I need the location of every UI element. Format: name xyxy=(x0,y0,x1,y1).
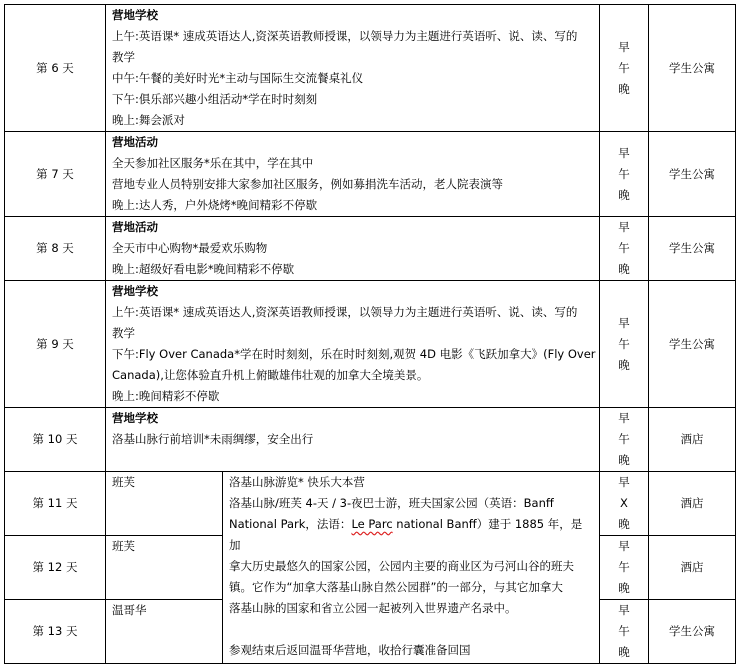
activity-line: 下午:Fly Over Canada*学在时时刻刻，乐在时时刻刻,观贺 4D 电影《飞跃加拿大》(Fly Over xyxy=(112,347,596,361)
meal-lunch: 午 xyxy=(618,624,630,638)
lodging-cell: 学生公寓 xyxy=(649,217,736,281)
meal-lunch: 午 xyxy=(618,560,630,574)
lodging-cell: 学生公寓 xyxy=(649,281,736,408)
meal-lunch: 午 xyxy=(618,432,630,446)
meal-breakfast: 早 xyxy=(618,475,630,489)
activity-line: 晚上:晚间精彩不停歇 xyxy=(112,389,220,403)
day-cell: 第 8 天 xyxy=(5,217,106,281)
lodging-cell: 学生公寓 xyxy=(649,132,736,217)
day-cell: 第 10 天 xyxy=(5,408,106,472)
meal-lunch: 午 xyxy=(618,166,630,181)
day-cell: 第 9 天 xyxy=(5,281,106,408)
french-name: Le Parc xyxy=(351,517,393,531)
activity-title: 营地学校 xyxy=(112,284,158,298)
meals-cell xyxy=(600,408,649,472)
activity-line: 上午:英语课* 速成英语达人,资深英语教师授课，以领导力为主题进行英语听、说、读、写的 xyxy=(112,29,578,43)
activity-cell xyxy=(106,132,600,217)
activity-line: 上午:英语课* 速成英语达人,资深英语教师授课，以领导力为主题进行英语听、说、读、写的 xyxy=(112,305,578,319)
activity-cell xyxy=(106,5,600,132)
lodging-cell: 学生公寓 xyxy=(649,600,736,664)
activity-line: 洛基山脉行前培训*未雨绸缪，安全出行 xyxy=(112,432,314,446)
activity-title: 营地活动 xyxy=(112,135,158,149)
activity-line: Canada),让您体验直升机上俯瞰雄伟壮观的加拿大全境美景。 xyxy=(112,368,429,382)
meal-dinner: 晚 xyxy=(618,262,630,276)
city-cell: 班芙 xyxy=(106,472,223,536)
meal-lunch: 午 xyxy=(618,241,630,255)
activity-line: 全天参加社区服务*乐在其中，学在其中 xyxy=(112,156,314,170)
meal-dinner: 晚 xyxy=(618,187,630,202)
activity-title: 营地学校 xyxy=(112,411,158,425)
itinerary-table xyxy=(4,4,736,664)
meals-cell xyxy=(600,281,649,408)
activity-line: 教学 xyxy=(112,326,135,340)
meal-breakfast: 早 xyxy=(618,220,630,234)
desc-segment: National Park，法语： xyxy=(229,517,352,531)
activity-line: 中午:午餐的美好时光*主动与国际生交流餐桌礼仪 xyxy=(112,71,364,85)
meal-breakfast: 早 xyxy=(618,603,630,617)
meal-lunch: 午 xyxy=(618,336,630,351)
meal-lunch: X xyxy=(620,496,628,510)
day-cell: 第 13 天 xyxy=(5,600,106,664)
meal-breakfast: 早 xyxy=(618,315,630,330)
lodging-cell: 学生公寓 xyxy=(649,5,736,132)
meal-breakfast: 早 xyxy=(618,411,630,425)
meals-cell xyxy=(600,5,649,132)
rockies-description xyxy=(223,472,600,664)
activity-line: 晚上:超级好看电影*晚间精彩不停歇 xyxy=(112,262,295,276)
meal-breakfast: 早 xyxy=(618,539,630,553)
meal-dinner: 晚 xyxy=(618,453,630,467)
lodging-cell: 酒店 xyxy=(649,408,736,472)
table-row xyxy=(5,5,736,132)
meals-cell xyxy=(600,472,649,536)
activity-line: 晚上:达人秀，户外烧烤*晚间精彩不停歇 xyxy=(112,198,318,212)
lodging-cell: 酒店 xyxy=(649,472,736,536)
desc-line: 镇。它作为“加拿大落基山脉自然公园群”的一部分，与其它加拿大 xyxy=(229,580,563,594)
meals-cell xyxy=(600,536,649,600)
meal-dinner: 晚 xyxy=(618,645,630,659)
day-cell: 第 12 天 xyxy=(5,536,106,600)
meal-dinner: 晚 xyxy=(618,81,630,96)
activity-cell xyxy=(106,281,600,408)
spacer xyxy=(229,619,593,640)
desc-line: 洛基山脉游览* 快乐大本营 xyxy=(229,475,365,489)
table-row xyxy=(5,472,736,536)
meals-cell xyxy=(600,217,649,281)
table-row xyxy=(5,132,736,217)
activity-line: 晚上:舞会派对 xyxy=(112,113,185,127)
lodging-cell: 酒店 xyxy=(649,536,736,600)
activity-cell xyxy=(106,217,600,281)
activity-title: 营地学校 xyxy=(112,8,158,22)
activity-title: 营地活动 xyxy=(112,220,158,234)
meals-cell xyxy=(600,600,649,664)
table-row xyxy=(5,281,736,408)
meal-breakfast: 早 xyxy=(618,39,630,54)
meal-dinner: 晚 xyxy=(618,517,630,531)
activity-line: 营地专业人员特别安排大家参加社区服务，例如募捐洗车活动，老人院表演等 xyxy=(112,177,503,191)
meal-dinner: 晚 xyxy=(618,581,630,595)
desc-line: 落基山脉的国家和省立公园一起被列入世界遗产名录中。 xyxy=(229,601,517,615)
meal-dinner: 晚 xyxy=(618,357,630,372)
table-row xyxy=(5,217,736,281)
desc-line xyxy=(229,514,593,556)
city-cell: 班芙 xyxy=(106,536,223,600)
activity-line: 下午:俱乐部兴趣小组活动*学在时时刻刻 xyxy=(112,92,318,106)
day-cell: 第 11 天 xyxy=(5,472,106,536)
city-cell: 温哥华 xyxy=(106,600,223,664)
day-cell: 第 7 天 xyxy=(5,132,106,217)
desc-line: 拿大历史最悠久的国家公园，公园内主要的商业区为弓河山谷的班夫 xyxy=(229,559,574,573)
activity-line: 全天市中心购物*最爱欢乐购物 xyxy=(112,241,268,255)
meal-breakfast: 早 xyxy=(618,145,630,160)
table-row xyxy=(5,408,736,472)
desc-line: 洛基山脉/班芙 4-天 / 3-夜巴士游，班夫国家公园（英语：Banff xyxy=(229,496,554,510)
activity-cell xyxy=(106,408,600,472)
activity-line: 教学 xyxy=(112,50,135,64)
meal-lunch: 午 xyxy=(618,60,630,75)
meals-cell xyxy=(600,132,649,217)
day-cell: 第 6 天 xyxy=(5,5,106,132)
desc-line: 参观结束后返回温哥华营地，收拾行囊准备回国 xyxy=(229,643,471,657)
desc-segment: national Banff）建于 1885 年，是加 xyxy=(229,517,583,552)
